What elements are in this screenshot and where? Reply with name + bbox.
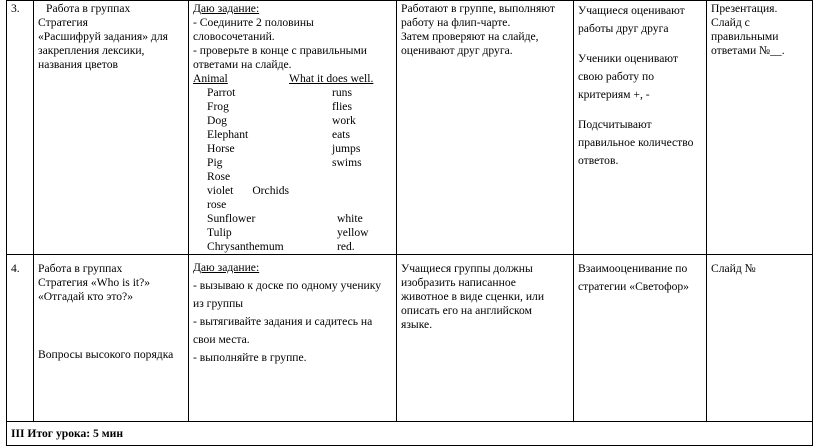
list-item [207,114,392,128]
stage-cell [34,1,189,255]
header-does-well: What it does well. [289,72,374,85]
stage-line: «Расшифруй задания» для [38,30,168,43]
resources-line: Слайд № [711,262,756,275]
row-number-cell [7,255,34,422]
list-item [207,226,392,240]
students-line: описать его на английском [401,304,532,317]
list-item [207,100,392,114]
pair-right: work [332,114,356,127]
pair-left: Tulip [207,226,232,239]
pair-left: Sunflower [207,212,256,225]
teacher-cell [189,1,397,255]
matching-list [193,86,392,170]
assessment-line: работы друг друга [578,22,669,35]
lesson-plan-table [6,0,813,446]
stage-line: «Отгадай кто это?» [38,290,134,303]
task-line: - вызываю к доске по одному ученику [193,279,381,292]
flower-item: rose [207,198,227,211]
flower-list [193,170,392,254]
list-item [207,156,392,170]
pair-left: Parrot [207,86,236,99]
pair-left: Elephant [207,128,249,141]
stage-line: Стратегия [38,16,88,29]
pair-right: red. [337,240,355,253]
pair-right: yellow [337,226,369,239]
assessment-line: Ученики оценивают [578,52,678,65]
task-title: Даю задание: [193,261,260,274]
stage-line: Стратегия «Who is it?» [38,276,151,289]
assessment-cell [574,255,707,422]
task-line: из группы [193,297,244,310]
assessment-line: ответов. [578,154,619,167]
list-item [207,86,392,100]
flower-violet: violet [207,184,234,197]
header-animal: Animal [193,72,228,85]
row-number-cell [7,1,34,255]
flower-item: Rose [207,170,231,183]
task-title: Даю задание: [193,2,260,15]
list-item [207,212,392,226]
students-cell [397,255,574,422]
table-row [7,422,813,446]
resources-line: Слайд с [711,16,750,29]
task-line: - вытягивайте задания и садитесь на [193,315,373,328]
assessment-line: Подсчитывают [578,118,652,131]
students-line: Затем проверяют на слайде, [401,30,539,43]
pair-left: Frog [207,100,229,113]
pair-right: swims [332,156,362,169]
list-item [207,240,392,254]
resources-line: ответами №__. [711,44,785,57]
table-row [7,255,813,422]
teacher-cell [189,255,397,422]
table-row [7,1,813,255]
assessment-line: Учащиеся оценивают [578,4,685,17]
summary-cell [7,422,813,446]
students-line: оценивают друг друга. [401,44,513,57]
assessment-line: Взаимооценивание по [578,262,688,275]
pair-right: white [337,212,363,225]
task-line: словосочетаний. [193,30,275,43]
task-line: ответами на слайде. [193,58,292,71]
pair-right: flies [332,100,352,113]
assessment-line: правильное количество [578,136,694,149]
pair-left: Horse [207,142,235,155]
matching-header [193,72,392,86]
task-line: - Соедините 2 половины [193,16,314,29]
assessment-cell [574,1,707,255]
resources-line: правильными [711,30,779,43]
pair-left: Dog [207,114,227,127]
students-line: языке. [401,318,433,331]
students-line: работу на флип-чарте. [401,16,511,29]
resources-cell [707,255,813,422]
pair-right: jumps [332,142,361,155]
stage-line: Работа в группах [38,262,123,275]
assessment-line: стратегии «Светофор» [578,280,689,293]
list-item [207,128,392,142]
resources-cell [707,1,813,255]
flower-item [193,184,392,198]
students-line: изобразить написанное [401,276,516,289]
resources-line: Презентация. [711,2,778,15]
flower-orchids: Orchids [252,184,290,197]
task-line: - проверьте в конце с правильными [193,44,368,57]
assessment-line: свою работу по [578,70,654,83]
pair-left: Chrysanthemum [207,240,284,253]
lesson-summary: III Итог урока: 5 мин [11,427,124,440]
task-line: свои места. [193,333,250,346]
list-item [207,142,392,156]
row-number: 4. [11,262,20,275]
stage-line: Работа в группах [46,2,131,15]
pair-right: eats [332,128,351,141]
pair-left: Pig [207,156,223,169]
stage-cell [34,255,189,422]
pair-right: runs [332,86,352,99]
assessment-line: критериям +, - [578,88,650,101]
stage-line: закрепления лексики, [38,44,145,57]
stage-line: названия цветов [38,58,118,71]
students-line: Учащиеся группы должны [401,262,533,275]
stage-line: Вопросы высокого порядка [38,348,174,361]
row-number: 3. [11,2,20,15]
students-cell [397,1,574,255]
students-line: Работают в группе, выполняют [401,2,555,15]
students-line: животное в виде сценки, или [401,290,545,303]
task-line: - выполняйте в группе. [193,351,307,364]
